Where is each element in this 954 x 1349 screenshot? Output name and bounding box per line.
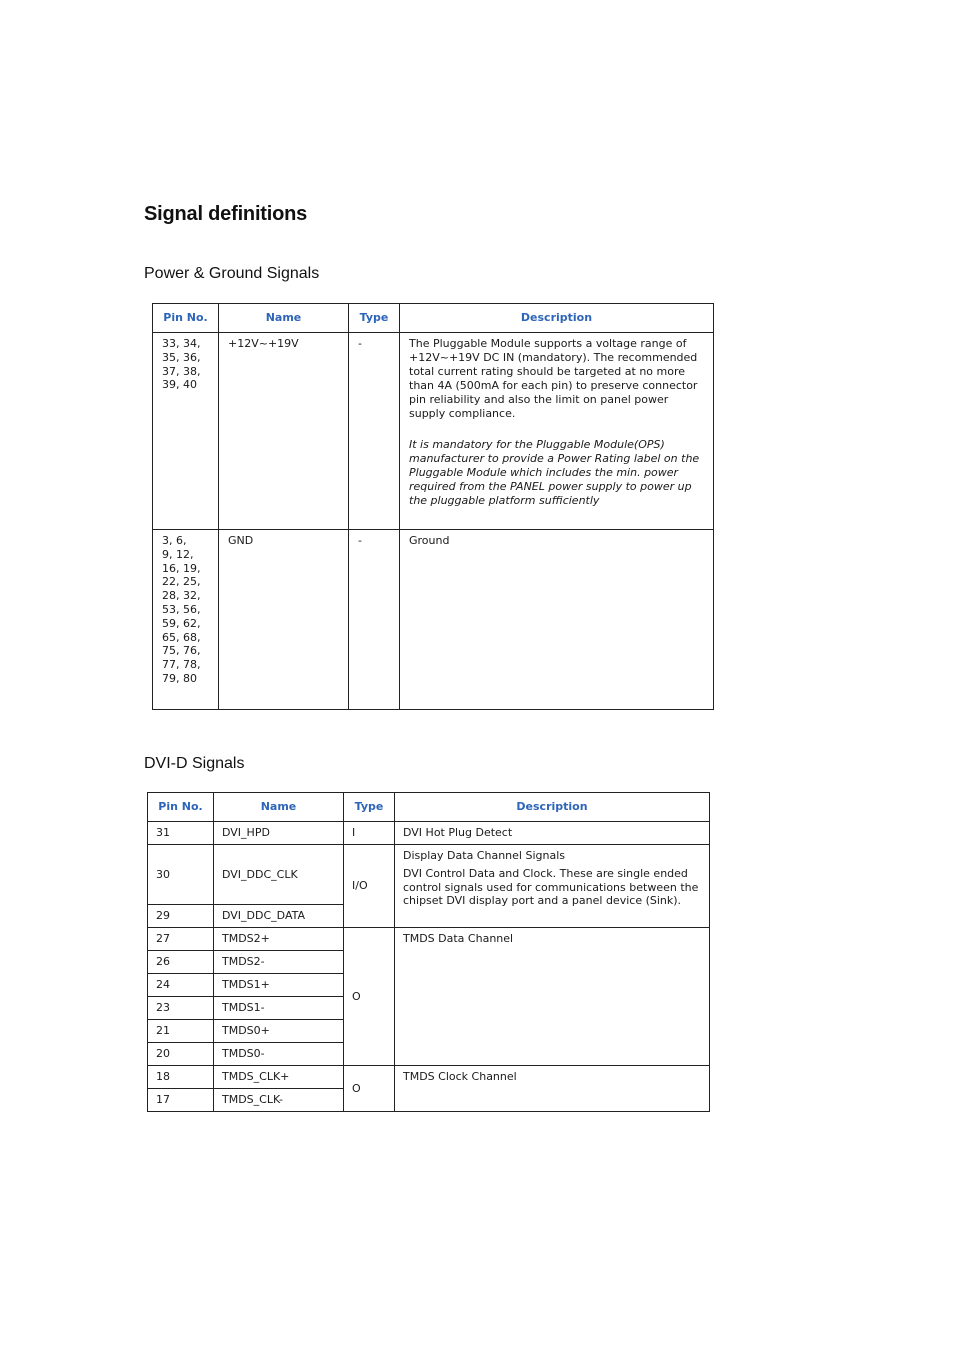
power-ground-heading: Power & Ground Signals xyxy=(144,265,320,282)
power-ground-table xyxy=(152,303,714,710)
column-header-description: Description xyxy=(400,304,714,333)
signal-name-cell: +12V~+19V xyxy=(219,333,349,530)
signal-type-cell: I/O xyxy=(344,845,395,928)
pin-line: 39, 40 xyxy=(162,378,197,392)
mandatory-note xyxy=(409,438,705,508)
signal-name-cell: DVI_DDC_CLK xyxy=(214,845,344,905)
note-line: the pluggable platform sufficiently xyxy=(409,494,600,508)
signal-name-cell: TMDS_CLK- xyxy=(214,1089,344,1112)
signal-description-cell xyxy=(395,845,710,928)
description-title: Display Data Channel Signals xyxy=(403,849,565,862)
signal-name-cell: DVI_DDC_DATA xyxy=(214,905,344,928)
pin-cell: 20 xyxy=(148,1043,214,1066)
pin-cell: 17 xyxy=(148,1089,214,1112)
table-header-row xyxy=(153,304,714,333)
pin-line: 28, 32, xyxy=(162,589,201,603)
signal-name-cell: TMDS1+ xyxy=(214,974,344,997)
pin-line: 3, 6, xyxy=(162,534,187,547)
pin-cell: 30 xyxy=(148,845,214,905)
pin-numbers-cell xyxy=(153,333,219,530)
pin-line: 33, 34, xyxy=(162,337,201,350)
description-line: total current rating should be targeted at no more xyxy=(409,364,686,378)
signal-name-cell: TMDS1- xyxy=(214,997,344,1020)
description-line: supply compliance. xyxy=(409,406,516,420)
pin-line: 77, 78, xyxy=(162,658,201,672)
description-line: than 4A (500mA for each pin) to preserve connector xyxy=(409,378,698,392)
signal-description-cell: TMDS Clock Channel xyxy=(395,1066,710,1112)
pin-line: 79, 80 xyxy=(162,671,197,685)
pin-cell: 24 xyxy=(148,974,214,997)
dvi-d-heading: DVI-D Signals xyxy=(144,755,245,772)
column-header-type: Type xyxy=(349,304,400,333)
column-header-pin: Pin No. xyxy=(148,793,214,822)
signal-type-cell: - xyxy=(349,333,400,530)
pin-line: 16, 19, xyxy=(162,561,201,575)
pin-line: 37, 38, xyxy=(162,364,201,378)
pin-line: 75, 76, xyxy=(162,644,201,658)
page-title: Signal definitions xyxy=(144,203,308,225)
column-header-pin: Pin No. xyxy=(153,304,219,333)
pin-cell: 26 xyxy=(148,951,214,974)
note-line: Pluggable Module which includes the min. power xyxy=(409,466,679,480)
note-line: manufacturer to provide a Power Rating label on the xyxy=(409,452,700,466)
signal-description-cell: DVI Hot Plug Detect xyxy=(395,822,710,845)
description-line: chipset DVI display port and a panel device (Sink). xyxy=(403,894,682,908)
column-header-type: Type xyxy=(344,793,395,822)
signal-type-cell: O xyxy=(344,928,395,1066)
pin-cell: 29 xyxy=(148,905,214,928)
table-header-row xyxy=(148,793,710,822)
table-row xyxy=(148,928,710,951)
signal-name-cell: GND xyxy=(219,530,349,710)
signal-type-cell: O xyxy=(344,1066,395,1112)
table-row xyxy=(153,333,714,530)
signal-name-cell: TMDS0- xyxy=(214,1043,344,1066)
description-line: pin reliability and also the limit on panel power xyxy=(409,392,669,406)
pin-cell: 27 xyxy=(148,928,214,951)
pin-line: 65, 68, xyxy=(162,630,201,644)
pin-line: 53, 56, xyxy=(162,602,201,616)
signal-type-cell: - xyxy=(349,530,400,710)
signal-name-cell: TMDS2+ xyxy=(214,928,344,951)
signal-description-cell: Ground xyxy=(400,530,714,710)
pin-line: 35, 36, xyxy=(162,350,201,364)
pin-cell: 18 xyxy=(148,1066,214,1089)
signal-description-cell xyxy=(400,333,714,530)
table-row xyxy=(153,530,714,710)
column-header-name: Name xyxy=(214,793,344,822)
signal-name-cell: TMDS2- xyxy=(214,951,344,974)
signal-name-cell: TMDS0+ xyxy=(214,1020,344,1043)
description-line: The Pluggable Module supports a voltage range of xyxy=(409,337,687,350)
signal-name-cell: TMDS_CLK+ xyxy=(214,1066,344,1089)
table-row xyxy=(148,1066,710,1089)
note-line: required from the PANEL power supply to power up xyxy=(409,480,692,494)
table-row xyxy=(148,845,710,905)
pin-numbers-cell xyxy=(153,530,219,710)
dvi-d-table xyxy=(147,792,710,1112)
pin-cell: 23 xyxy=(148,997,214,1020)
signal-description-cell: TMDS Data Channel xyxy=(395,928,710,1066)
column-header-description: Description xyxy=(395,793,710,822)
table-row xyxy=(148,822,710,845)
pin-line: 9, 12, xyxy=(162,547,194,561)
column-header-name: Name xyxy=(219,304,349,333)
description-line: +12V~+19V DC IN (mandatory). The recommended xyxy=(409,350,698,364)
pin-cell: 31 xyxy=(148,822,214,845)
note-line: It is mandatory for the Pluggable Module(OPS) xyxy=(409,438,665,452)
signal-name-cell: DVI_HPD xyxy=(214,822,344,845)
signal-type-cell: I xyxy=(344,822,395,845)
description-line: DVI Control Data and Clock. These are single ended xyxy=(403,866,688,880)
pin-line: 59, 62, xyxy=(162,616,201,630)
pin-line: 22, 25, xyxy=(162,575,201,589)
description-line: control signals used for communications between the xyxy=(403,880,699,894)
pin-cell: 21 xyxy=(148,1020,214,1043)
